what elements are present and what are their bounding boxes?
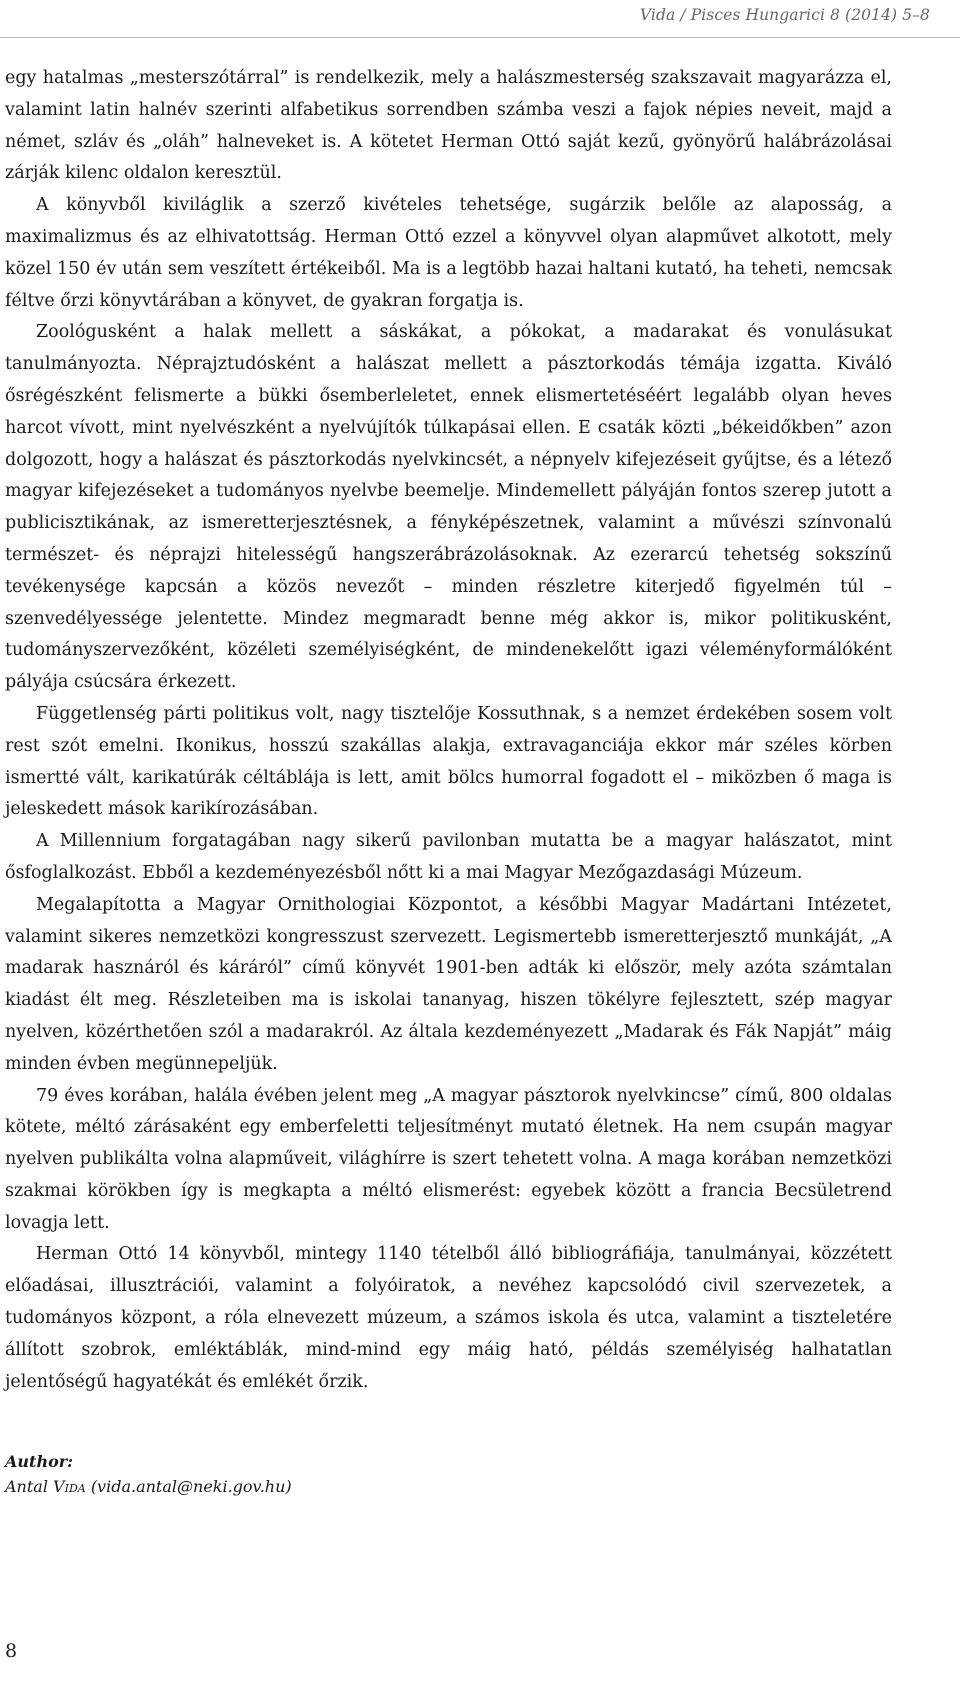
paragraph-5: A Millennium forgatagában nagy sikerű pavilonban mutatta be a magyar halászatot, mint ősfoglalkozást. Ebből a kezdeményezésből nőtt ki a mai Magyar Mezőgazdasági Múzeum. bbox=[5, 831, 892, 883]
author-email[interactable]: (vida.antal@neki.gov.hu) bbox=[90, 1477, 292, 1496]
article-body bbox=[5, 63, 892, 1398]
paragraph-1: egy hatalmas „mesterszótárral” is rendelkezik, mely a halászmesterség szakszavait magyarázza el, valamint latin halnév szerinti alfabetikus sorrendben számba veszi a fajok népies neveit, majd a német, szláv és „oláh” halneveket is. A kötetet Herman Ottó saját kezű, gyönyörű halábrázolásai zárják kilenc oldalon keresztül. bbox=[5, 68, 892, 184]
paragraph-2: A könyvből kiviláglik a szerző kivételes tehetsége, sugárzik belőle az alaposság, a maximalizmus és az elhivatottság. Herman Ottó ezzel a könyvvel olyan alapművet alkotott, mely közel 150 év után sem veszített értékeiből. Ma is a legtöbb hazai haltani kutató, ha teheti, nemcsak féltve őrzi könyvtárában a könyvet, de gyakran forgatja is. bbox=[5, 195, 892, 311]
paragraph-4: Függetlenség párti politikus volt, nagy tisztelője Kossuthnak, s a nemzet érdekében sosem volt rest szót emelni. Ikonikus, hosszú szakállas alakja, extravaganciája ekkor már széles körben ismertté vált, karikatúrák céltáblája is lett, amit bölcs humorral fogadott el – miközben ő maga is jeleskedett mások karikírozásában. bbox=[5, 703, 892, 820]
author-name bbox=[5, 1474, 705, 1499]
page-number: 8 bbox=[5, 1640, 18, 1662]
paragraph-8: Herman Ottó 14 könyvből, mintegy 1140 tételből álló bibliográfiája, tanulmányai, közzétett előadásai, illusztrációi, valamint a folyóiratok, a nevéhez kapcsolódó civil szervezetek, a tudományos központ, a róla elnevezett múzeum, a számos iskola és utca, valamint a tiszteletére állított szobrok, emléktáblák, mind-mind egy máig ható, példás személyiség halhatatlan jelentőségű hagyatékát és emlékét őrzik. bbox=[5, 1244, 892, 1392]
paragraph-6: Megalapította a Magyar Ornithologiai Központot, a későbbi Magyar Madártani Intézetet, valamint sikeres nemzetközi kongresszust szervezett. Legismertebb ismeretterjesztő munkáját, „A madarak hasznáról és káráról” című könyvét 1901-ben adták ki először, mely azóta számtalan kiadást élt meg. Részleteiben ma is iskolai tananyag, hiszen tökélyre fejlesztett, szép magyar nyelven, közérthetően szól a madarakról. Az általa kezdeményezett „Madarak és Fák Napját” máig minden évben megünnepeljük. bbox=[5, 894, 892, 1074]
paragraph-7: 79 éves korában, halála évében jelent meg „A magyar pásztorok nyelvkincse” című, 800 oldalas kötete, méltó zárásaként egy emberfeletti teljesítményt mutató életnek. Ha nem csupán magyar nyelven publikálta volna alapműveit, világhírre is szert tehetett volna. A maga korában nemzetközi szakmai körökben így is megkapta a méltó elismerést: egyebek között a francia Becsületrend lovagja lett. bbox=[5, 1085, 892, 1233]
author-surname: Vida bbox=[53, 1477, 86, 1496]
running-head: Vida / Pisces Hungarici 8 (2014) 5–8 bbox=[639, 6, 930, 24]
header-rule bbox=[0, 37, 960, 38]
paragraph-3: Zoológusként a halak mellett a sáskákat, a pókokat, a madarakat és vonulásukat tanulmányozta. Néprajztudósként a halászat mellett a pásztorkodás témája izgatta. Kiváló ősrégészként felismerte a bükki ősemberleletet, ennek elismertetéséért legalább olyan heves harcot vívott, mint nyelvészként a nyelvújítók túlkapásai ellen. E csaták közti „békeidőkben” azon dolgozott, hogy a halászat és pásztorkodás nyelvkincsét, a népnyelv kifejezéseit gyűjtse, és a létező magyar kifejezéseket a tudományos nyelvbe beemelje. Mindemellett pályáján fontos szerep jutott a publicisztikának, az ismeretterjesztésnek, a fényképészetnek, valamint a művészi színvonalú természet- és néprajzi hitelességű hangszerábrázolásoknak. Az ezerarcú tehetség sokszínű tevékenysége kapcsán a közös nevezőt – minden részletre kiterjedő figyelmén túl – szenvedélyessége jelentette. Mindez megmaradt benne még akkor is, mikor politikusként, tudományszervezőként, közéleti személyiségként, de mindenekelőtt igazi véleményformálóként pályája csúcsára érkezett. bbox=[5, 322, 892, 693]
author-block bbox=[5, 1449, 705, 1499]
author-first-name: Antal bbox=[5, 1477, 48, 1496]
author-label: Author: bbox=[5, 1452, 74, 1471]
